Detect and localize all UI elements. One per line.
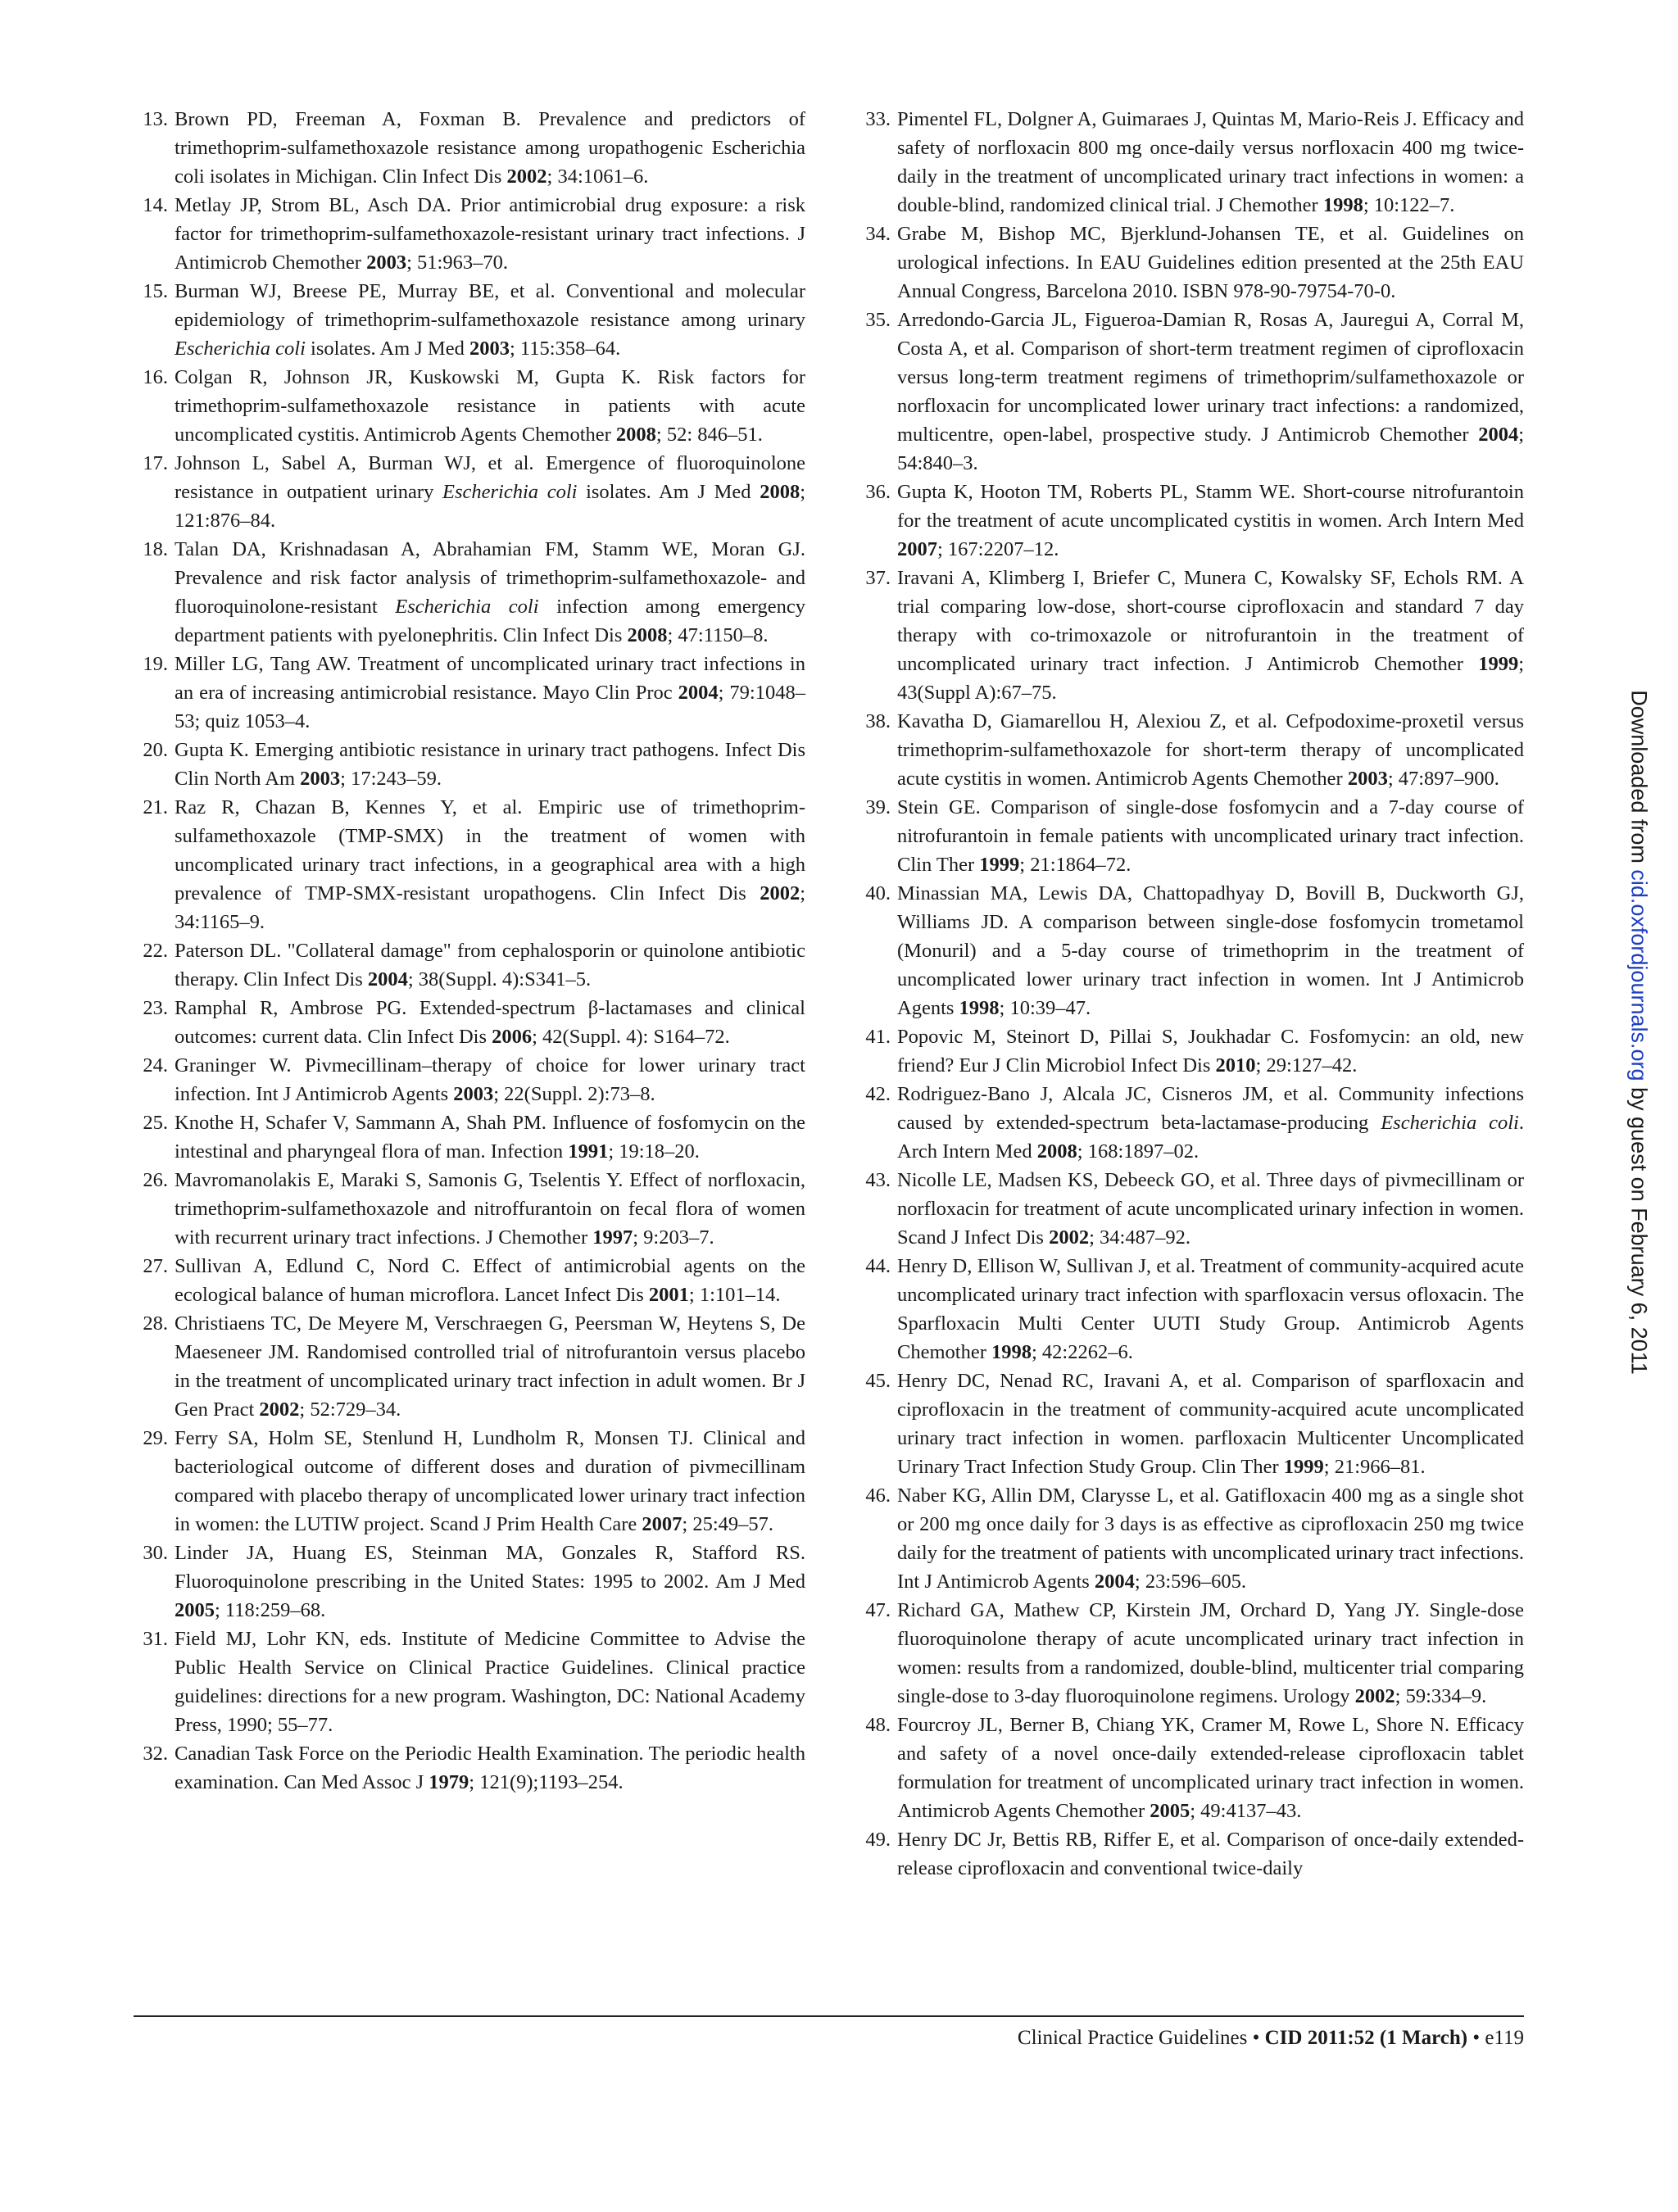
reference-segment: ; 79:1048–53; quiz 1053–4. bbox=[175, 682, 805, 732]
reference-number: 26. bbox=[143, 1169, 168, 1191]
reference-number: 46. bbox=[865, 1484, 891, 1507]
reference-number: 40. bbox=[865, 882, 891, 904]
reference-text bbox=[897, 564, 1524, 707]
reference-number: 30. bbox=[143, 1542, 168, 1564]
reference-segment: ; 34:1061–6. bbox=[546, 165, 649, 188]
reference-segment: ; 52:729–34. bbox=[299, 1398, 401, 1421]
reference-number: 29. bbox=[143, 1427, 168, 1449]
reference-segment: Knothe H, Schafer V, Sammann A, Shah PM. Influence of fosfomycin on the intestinal and pharyngeal flora of man. Infection bbox=[175, 1112, 805, 1163]
reference-item bbox=[134, 1539, 805, 1625]
reference-segment: ; 59:334–9. bbox=[1395, 1685, 1487, 1707]
footer-bullet: • bbox=[1252, 2027, 1260, 2049]
reference-segment: ; 54:840–3. bbox=[897, 424, 1524, 474]
page-footer bbox=[1018, 2027, 1524, 2050]
download-note bbox=[1626, 690, 1652, 1375]
reference-text bbox=[175, 105, 805, 191]
reference-text bbox=[175, 1625, 805, 1739]
reference-year: 1999 bbox=[1283, 1456, 1324, 1478]
reference-year: 1999 bbox=[1478, 653, 1519, 675]
reference-item bbox=[134, 1625, 805, 1739]
reference-year: 2008 bbox=[615, 424, 656, 446]
reference-text bbox=[897, 707, 1524, 793]
reference-number: 42. bbox=[865, 1083, 891, 1105]
reference-number: 16. bbox=[143, 366, 168, 388]
reference-number: 13. bbox=[143, 108, 168, 130]
reference-segment: Field MJ, Lohr KN, eds. Institute of Medicine Committee to Advise the Public Health Service on Clinical Practice Guidelines. Clinical practice guidelines: directions for a new program. Washington, DC: National Academy Press, 1990; 55–77. bbox=[175, 1628, 805, 1736]
reference-number: 36. bbox=[865, 481, 891, 503]
reference-year: 1997 bbox=[592, 1226, 633, 1249]
reference-segment: isolates. Am J Med bbox=[305, 338, 469, 360]
reference-item bbox=[134, 1309, 805, 1424]
reference-item bbox=[134, 793, 805, 936]
reference-segment: ; 121:876–84. bbox=[175, 481, 805, 532]
reference-year: 2003 bbox=[300, 768, 341, 790]
reference-year: 1999 bbox=[979, 854, 1020, 876]
reference-segment: ; 42:2262–6. bbox=[1032, 1341, 1133, 1363]
reference-year: 2004 bbox=[1094, 1571, 1135, 1593]
reference-text bbox=[175, 449, 805, 535]
reference-year: 2007 bbox=[897, 538, 937, 560]
reference-segment: Raz R, Chazan B, Kennes Y, et al. Empiric use of trimethoprim-sulfamethoxazole (TMP-SMX) in the treatment of women with uncomplicated urinary tract infections, in a geographical area with a high prevalence of TMP-SMX-resistant uropathogens. Clin Infect Dis bbox=[175, 796, 805, 904]
reference-segment: Christiaens TC, De Meyere M, Verschraegen G, Peersman W, Heytens S, De Maeseneer JM. Randomised controlled trial of nitrofurantoin versus placebo in the treatment of uncomplicated urinary tract infection in adult women. Br J Gen Pract bbox=[175, 1312, 805, 1421]
reference-text bbox=[175, 994, 805, 1051]
reference-item bbox=[856, 1825, 1524, 1883]
reference-number: 43. bbox=[865, 1169, 891, 1191]
reference-text bbox=[897, 1825, 1524, 1883]
reference-segment: Kavatha D, Giamarellou H, Alexiou Z, et al. Cefpodoxime-proxetil versus trimethoprim-sulfamethoxazole for short-term therapy of uncomplicated acute cystitis in women. Antimicrob Agents Chemother bbox=[897, 710, 1524, 790]
references-left-column bbox=[134, 105, 805, 1797]
reference-text bbox=[175, 535, 805, 650]
reference-year: 2008 bbox=[760, 481, 800, 503]
reference-year: 2002 bbox=[760, 882, 800, 904]
footer-journal: CID 2011:52 (1 March) bbox=[1264, 2027, 1468, 2049]
reference-item bbox=[134, 994, 805, 1051]
reference-text bbox=[175, 1309, 805, 1424]
reference-number: 25. bbox=[143, 1112, 168, 1134]
reference-segment: ; 38(Suppl. 4):S341–5. bbox=[407, 968, 592, 990]
reference-segment: ; 118:259–68. bbox=[215, 1599, 326, 1621]
reference-segment: Canadian Task Force on the Periodic Health Examination. The periodic health examination. Can Med Assoc J bbox=[175, 1743, 805, 1793]
reference-item bbox=[856, 793, 1524, 879]
reference-year: 2004 bbox=[678, 682, 719, 704]
reference-item bbox=[134, 1108, 805, 1166]
reference-segment: Rodriguez-Bano J, Alcala JC, Cisneros JM, et al. Community infections caused by extended-spectrum beta-lactamase-producing bbox=[897, 1083, 1524, 1134]
reference-item bbox=[856, 1367, 1524, 1481]
reference-item bbox=[134, 535, 805, 650]
reference-number: 34. bbox=[865, 223, 891, 245]
reference-segment: ; 168:1897–02. bbox=[1077, 1140, 1200, 1163]
reference-segment: Sullivan A, Edlund C, Nord C. Effect of antimicrobial agents on the ecological balance of human microflora. Lancet Infect Dis bbox=[175, 1255, 805, 1306]
reference-year: 2006 bbox=[492, 1026, 533, 1048]
reference-number: 32. bbox=[143, 1743, 168, 1765]
reference-number: 21. bbox=[143, 796, 168, 818]
references-right-column bbox=[856, 105, 1524, 1883]
reference-number: 17. bbox=[143, 452, 168, 474]
reference-segment: ; 21:1864–72. bbox=[1019, 854, 1132, 876]
reference-item bbox=[856, 1596, 1524, 1711]
reference-item bbox=[134, 1051, 805, 1108]
footer-page-number: e119 bbox=[1485, 2027, 1524, 2049]
reference-number: 37. bbox=[865, 567, 891, 589]
reference-segment: ; 121(9);1193–254. bbox=[469, 1771, 624, 1793]
reference-segment: Ferry SA, Holm SE, Stenlund H, Lundholm R, Monsen TJ. Clinical and bacteriological outcome of different doses and duration of pivmecillinam compared with placebo therapy of uncomplicated lower urinary tract infection in women: the LUTIW project. Scand J Prim Health Care bbox=[175, 1427, 805, 1535]
reference-number: 20. bbox=[143, 739, 168, 761]
reference-item bbox=[134, 363, 805, 449]
reference-segment: Pimentel FL, Dolgner A, Guimaraes J, Quintas M, Mario-Reis J. Efficacy and safety of norfloxacin 800 mg once-daily versus norfloxacin 400 mg twice-daily in the treatment of uncomplicated urinary tract infections in women: a double-blind, randomized clinical trial. J Chemother bbox=[897, 108, 1524, 216]
reference-text bbox=[897, 879, 1524, 1022]
reference-segment: Fourcroy JL, Berner B, Chiang YK, Cramer M, Rowe L, Shore N. Efficacy and safety of a novel once-daily extended-release ciprofloxacin tablet formulation for treatment of uncomplicated urinary tract infection in women. Antimicrob Agents Chemother bbox=[897, 1714, 1524, 1822]
reference-text bbox=[897, 1481, 1524, 1596]
reference-item bbox=[134, 936, 805, 994]
reference-year: 2007 bbox=[642, 1513, 683, 1535]
reference-segment: Henry D, Ellison W, Sullivan J, et al. Treatment of community-acquired acute uncomplicated urinary tract infection with sparfloxacin versus ofloxacin. The Sparfloxacin Multi Center UUTI Study Group. Antimicrob Agents Chemother bbox=[897, 1255, 1524, 1363]
reference-segment: Naber KG, Allin DM, Clarysse L, et al. Gatifloxacin 400 mg as a single shot or 200 mg once daily for 3 days is as effective as ciprofloxacin 250 mg twice daily for the treatment of patients with uncomplicated urinary tract infections. Int J Antimicrob Agents bbox=[897, 1484, 1524, 1593]
reference-item bbox=[856, 306, 1524, 478]
reference-text bbox=[897, 105, 1524, 220]
reference-segment: Popovic M, Steinort D, Pillai S, Joukhadar C. Fosfomycin: an old, new friend? Eur J Clin Microbiol Infect Dis bbox=[897, 1026, 1524, 1077]
reference-year: 2008 bbox=[1036, 1140, 1077, 1163]
reference-text bbox=[897, 478, 1524, 564]
reference-year: 1998 bbox=[991, 1341, 1032, 1363]
reference-segment: Nicolle LE, Madsen KS, Debeeck GO, et al. Three days of pivmecillinam or norfloxacin for treatment of acute uncomplicated urinary infection in women. Scand J Infect Dis bbox=[897, 1169, 1524, 1249]
reference-number: 47. bbox=[865, 1599, 891, 1621]
reference-number: 31. bbox=[143, 1628, 168, 1650]
reference-item bbox=[134, 1166, 805, 1252]
reference-item bbox=[856, 105, 1524, 220]
reference-year: 2008 bbox=[627, 624, 668, 646]
reference-item bbox=[134, 1739, 805, 1797]
reference-number: 44. bbox=[865, 1255, 891, 1277]
reference-segment: infection among emergency department patients with pyelonephritis. Clin Infect Dis bbox=[175, 596, 806, 646]
reference-segment: ; 42(Suppl. 4): S164–72. bbox=[532, 1026, 730, 1048]
reference-number: 22. bbox=[143, 940, 168, 962]
reference-number: 38. bbox=[865, 710, 891, 732]
reference-segment: ; 19:18–20. bbox=[608, 1140, 700, 1163]
reference-number: 39. bbox=[865, 796, 891, 818]
reference-segment: Grabe M, Bishop MC, Bjerklund-Johansen TE, et al. Guidelines on urological infections. In EAU Guidelines edition presented at the 25th EAU Annual Congress, Barcelona 2010. ISBN 978-90-79754-70-0. bbox=[897, 223, 1524, 302]
reference-number: 33. bbox=[865, 108, 891, 130]
reference-year: 2002 bbox=[506, 165, 547, 188]
reference-text bbox=[897, 306, 1524, 478]
reference-text bbox=[175, 1051, 805, 1108]
species-name: Escherichia coli bbox=[175, 338, 306, 360]
download-note-suffix: by guest on February 6, 2011 bbox=[1626, 1081, 1652, 1375]
reference-text bbox=[175, 736, 805, 793]
reference-segment: Henry DC, Nenad RC, Iravani A, et al. Comparison of sparfloxacin and ciprofloxacin in the treatment of community-acquired acute uncomplicated urinary tract infection in women. parfloxacin Multicenter Uncomplicated Urinary Tract Infection Study Group. Clin Ther bbox=[897, 1370, 1524, 1478]
reference-number: 18. bbox=[143, 538, 168, 560]
reference-item bbox=[856, 220, 1524, 306]
reference-item bbox=[856, 1080, 1524, 1166]
reference-item bbox=[134, 1424, 805, 1539]
reference-text bbox=[175, 793, 805, 936]
reference-year: 2002 bbox=[1049, 1226, 1090, 1249]
reference-segment: Graninger W. Pivmecillinam–therapy of choice for lower urinary tract infection. Int J Antimicrob Agents bbox=[175, 1054, 805, 1105]
reference-segment: isolates. Am J Med bbox=[577, 481, 760, 503]
reference-text bbox=[175, 363, 805, 449]
reference-year: 2003 bbox=[366, 252, 407, 274]
reference-segment: . Arch Intern Med bbox=[897, 1112, 1524, 1163]
reference-segment: ; 52: 846–51. bbox=[655, 424, 763, 446]
reference-segment: Metlay JP, Strom BL, Asch DA. Prior antimicrobial drug exposure: a risk factor for trimethoprim-sulfamethoxazole-resistant urinary tract infections. J Antimicrob Chemother bbox=[175, 194, 805, 274]
species-name: Escherichia coli bbox=[395, 596, 539, 618]
reference-text bbox=[897, 1711, 1524, 1825]
reference-item bbox=[856, 564, 1524, 707]
reference-segment: ; 47:897–900. bbox=[1387, 768, 1499, 790]
reference-segment: Iravani A, Klimberg I, Briefer C, Munera C, Kowalsky SF, Echols RM. A trial comparing low-dose, short-course ciprofloxacin and standard 7 day therapy with co-trimoxazole or nitrofurantoin in the treatment of uncomplicated urinary tract infection. J Antimicrob Chemother bbox=[897, 567, 1524, 675]
reference-segment: ; 25:49–57. bbox=[682, 1513, 774, 1535]
reference-year: 2010 bbox=[1215, 1054, 1256, 1077]
reference-segment: Linder JA, Huang ES, Steinman MA, Gonzales R, Stafford RS. Fluoroquinolone prescribing in the United States: 1995 to 2002. Am J Med bbox=[175, 1542, 805, 1593]
reference-text bbox=[175, 1108, 805, 1166]
reference-year: 2005 bbox=[175, 1599, 215, 1621]
species-name: Escherichia coli bbox=[1381, 1112, 1519, 1134]
reference-segment: ; 34:1165–9. bbox=[175, 882, 805, 933]
reference-text bbox=[897, 1252, 1524, 1367]
reference-segment: ; 34:487–92. bbox=[1089, 1226, 1190, 1249]
reference-segment: ; 22(Suppl. 2):73–8. bbox=[493, 1083, 655, 1105]
reference-number: 24. bbox=[143, 1054, 168, 1077]
reference-segment: ; 1:101–14. bbox=[688, 1284, 781, 1306]
reference-number: 49. bbox=[865, 1829, 891, 1851]
reference-text bbox=[897, 1080, 1524, 1166]
reference-number: 41. bbox=[865, 1026, 891, 1048]
reference-number: 27. bbox=[143, 1255, 168, 1277]
reference-item bbox=[134, 277, 805, 363]
reference-segment: Talan DA, Krishnadasan A, Abrahamian FM, Stamm WE, Moran GJ. Prevalence and risk factor analysis of trimethoprim-sulfamethoxazole- and fluoroquinolone-resistant bbox=[175, 538, 805, 618]
footer-divider bbox=[134, 2015, 1524, 2017]
reference-segment: Paterson DL. "Collateral damage" from cephalosporin or quinolone antibiotic therapy. Clin Infect Dis bbox=[175, 940, 805, 990]
reference-text bbox=[175, 1424, 805, 1539]
reference-text bbox=[897, 1367, 1524, 1481]
reference-text bbox=[175, 650, 805, 736]
reference-segment: Stein GE. Comparison of single-dose fosfomycin and a 7-day course of nitrofurantoin in female patients with uncomplicated urinary tract infection. Clin Ther bbox=[897, 796, 1524, 876]
reference-segment: ; 43(Suppl A):67–75. bbox=[897, 653, 1524, 704]
reference-item bbox=[856, 707, 1524, 793]
reference-segment: Ramphal R, Ambrose PG. Extended-spectrum β-lactamases and clinical outcomes: current data. Clin Infect Dis bbox=[175, 997, 805, 1048]
reference-segment: Minassian MA, Lewis DA, Chattopadhyay D, Bovill B, Duckworth GJ, Williams JD. A comparison between single-dose fosfomycin trometamol (Monuril) and a 5-day course of trimethoprim in the treatment of uncomplicated lower urinary tract infection in women. Int J Antimicrob Agents bbox=[897, 882, 1524, 1019]
footer-bullet: • bbox=[1472, 2027, 1481, 2049]
reference-item bbox=[134, 449, 805, 535]
footer-section: Clinical Practice Guidelines bbox=[1017, 2027, 1248, 2049]
reference-year: 2005 bbox=[1150, 1800, 1190, 1822]
reference-number: 23. bbox=[143, 997, 168, 1019]
reference-number: 19. bbox=[143, 653, 168, 675]
reference-item bbox=[856, 1252, 1524, 1367]
reference-year: 2004 bbox=[367, 968, 408, 990]
reference-year: 2002 bbox=[1354, 1685, 1395, 1707]
reference-number: 14. bbox=[143, 194, 168, 216]
reference-segment: Mavromanolakis E, Maraki S, Samonis G, Tselentis Y. Effect of norfloxacin, trimethoprim-sulfamethoxazole and nitroffurantoin on fecal flora of women with recurrent urinary tract infections. J Chemother bbox=[175, 1169, 805, 1249]
reference-segment: ; 47:1150–8. bbox=[667, 624, 769, 646]
reference-segment: ; 49:4137–43. bbox=[1190, 1800, 1302, 1822]
reference-number: 48. bbox=[865, 1714, 891, 1736]
reference-segment: ; 23:596–605. bbox=[1134, 1571, 1247, 1593]
reference-segment: ; 29:127–42. bbox=[1255, 1054, 1358, 1077]
reference-number: 15. bbox=[143, 280, 168, 302]
reference-segment: Miller LG, Tang AW. Treatment of uncomplicated urinary tract infections in an era of increasing antimicrobial resistance. Mayo Clin Proc bbox=[175, 653, 805, 704]
reference-item bbox=[134, 736, 805, 793]
reference-item bbox=[856, 879, 1524, 1022]
reference-year: 2004 bbox=[1478, 424, 1519, 446]
reference-item bbox=[856, 1481, 1524, 1596]
reference-segment: Brown PD, Freeman A, Foxman B. Prevalence and predictors of trimethoprim-sulfamethoxazole resistance among uropathogenic Escherichia coli isolates in Michigan. Clin Infect Dis bbox=[175, 108, 805, 188]
reference-text bbox=[175, 1252, 805, 1309]
reference-year: 1998 bbox=[959, 997, 1000, 1019]
reference-year: 1998 bbox=[1322, 194, 1363, 216]
reference-segment: Gupta K, Hooton TM, Roberts PL, Stamm WE. Short-course nitrofurantoin for the treatment of acute uncomplicated cystitis in women. Arch Intern Med bbox=[897, 481, 1524, 532]
reference-item bbox=[856, 478, 1524, 564]
reference-segment: ; 9:203–7. bbox=[633, 1226, 714, 1249]
reference-text bbox=[175, 277, 805, 363]
reference-segment: ; 21:966–81. bbox=[1323, 1456, 1426, 1478]
reference-segment: ; 51:963–70. bbox=[406, 252, 508, 274]
reference-year: 2003 bbox=[453, 1083, 494, 1105]
reference-segment: Henry DC Jr, Bettis RB, Riffer E, et al. Comparison of once-daily extended-release ciprofloxacin and conventional twice-daily bbox=[897, 1829, 1524, 1879]
reference-text bbox=[175, 1166, 805, 1252]
reference-segment: Arredondo-Garcia JL, Figueroa-Damian R, Rosas A, Jauregui A, Corral M, Costa A, et al. Comparison of short-term treatment regimen of ciprofloxacin versus long-term treatment regimens of trimethoprim/sulfamethoxazole or norfloxacin for uncomplicated lower urinary tract infections: a randomized, multicentre, open-label, prospective study. J Antimicrob Chemother bbox=[897, 309, 1524, 446]
reference-number: 35. bbox=[865, 309, 891, 331]
reference-item bbox=[856, 1022, 1524, 1080]
reference-year: 2003 bbox=[469, 338, 510, 360]
reference-text bbox=[897, 793, 1524, 879]
reference-year: 2002 bbox=[259, 1398, 300, 1421]
reference-text bbox=[175, 1539, 805, 1625]
reference-text bbox=[897, 220, 1524, 306]
species-name: Escherichia coli bbox=[442, 481, 578, 503]
reference-item bbox=[134, 1252, 805, 1309]
reference-segment: ; 17:243–59. bbox=[340, 768, 442, 790]
reference-segment: Gupta K. Emerging antibiotic resistance in urinary tract pathogens. Infect Dis Clin North Am bbox=[175, 739, 805, 790]
reference-item bbox=[856, 1711, 1524, 1825]
reference-segment: ; 10:39–47. bbox=[999, 997, 1091, 1019]
journal-site-link[interactable]: cid.oxfordjournals.org bbox=[1626, 869, 1652, 1081]
reference-segment: Burman WJ, Breese PE, Murray BE, et al. Conventional and molecular epidemiology of trimethoprim-sulfamethoxazole resistance among urinary bbox=[175, 280, 805, 331]
reference-text bbox=[175, 1739, 805, 1797]
reference-item bbox=[134, 105, 805, 191]
reference-segment: ; 10:122–7. bbox=[1363, 194, 1455, 216]
reference-item bbox=[134, 650, 805, 736]
reference-text bbox=[897, 1596, 1524, 1711]
reference-number: 45. bbox=[865, 1370, 891, 1392]
reference-number: 28. bbox=[143, 1312, 168, 1335]
reference-text bbox=[175, 936, 805, 994]
reference-year: 1991 bbox=[568, 1140, 609, 1163]
download-note-prefix: Downloaded from bbox=[1626, 690, 1652, 870]
reference-segment: ; 167:2207–12. bbox=[937, 538, 1059, 560]
reference-item bbox=[134, 191, 805, 277]
reference-year: 1979 bbox=[429, 1771, 469, 1793]
reference-segment: ; 115:358–64. bbox=[509, 338, 621, 360]
reference-item bbox=[856, 1166, 1524, 1252]
reference-text bbox=[897, 1022, 1524, 1080]
reference-segment: Richard GA, Mathew CP, Kirstein JM, Orchard D, Yang JY. Single-dose fluoroquinolone therapy of acute uncomplicated urinary tract infection in women: results from a randomized, double-blind, multicenter trial comparing single-dose to 3-day fluoroquinolone regimens. Urology bbox=[897, 1599, 1524, 1707]
reference-segment: Colgan R, Johnson JR, Kuskowski M, Gupta K. Risk factors for trimethoprim-sulfamethoxazole resistance in patients with acute uncomplicated cystitis. Antimicrob Agents Chemother bbox=[175, 366, 805, 446]
reference-year: 2003 bbox=[1347, 768, 1388, 790]
reference-text bbox=[175, 191, 805, 277]
reference-text bbox=[897, 1166, 1524, 1252]
reference-year: 2001 bbox=[648, 1284, 689, 1306]
reference-segment: Johnson L, Sabel A, Burman WJ, et al. Emergence of fluoroquinolone resistance in outpatient urinary bbox=[175, 452, 805, 503]
